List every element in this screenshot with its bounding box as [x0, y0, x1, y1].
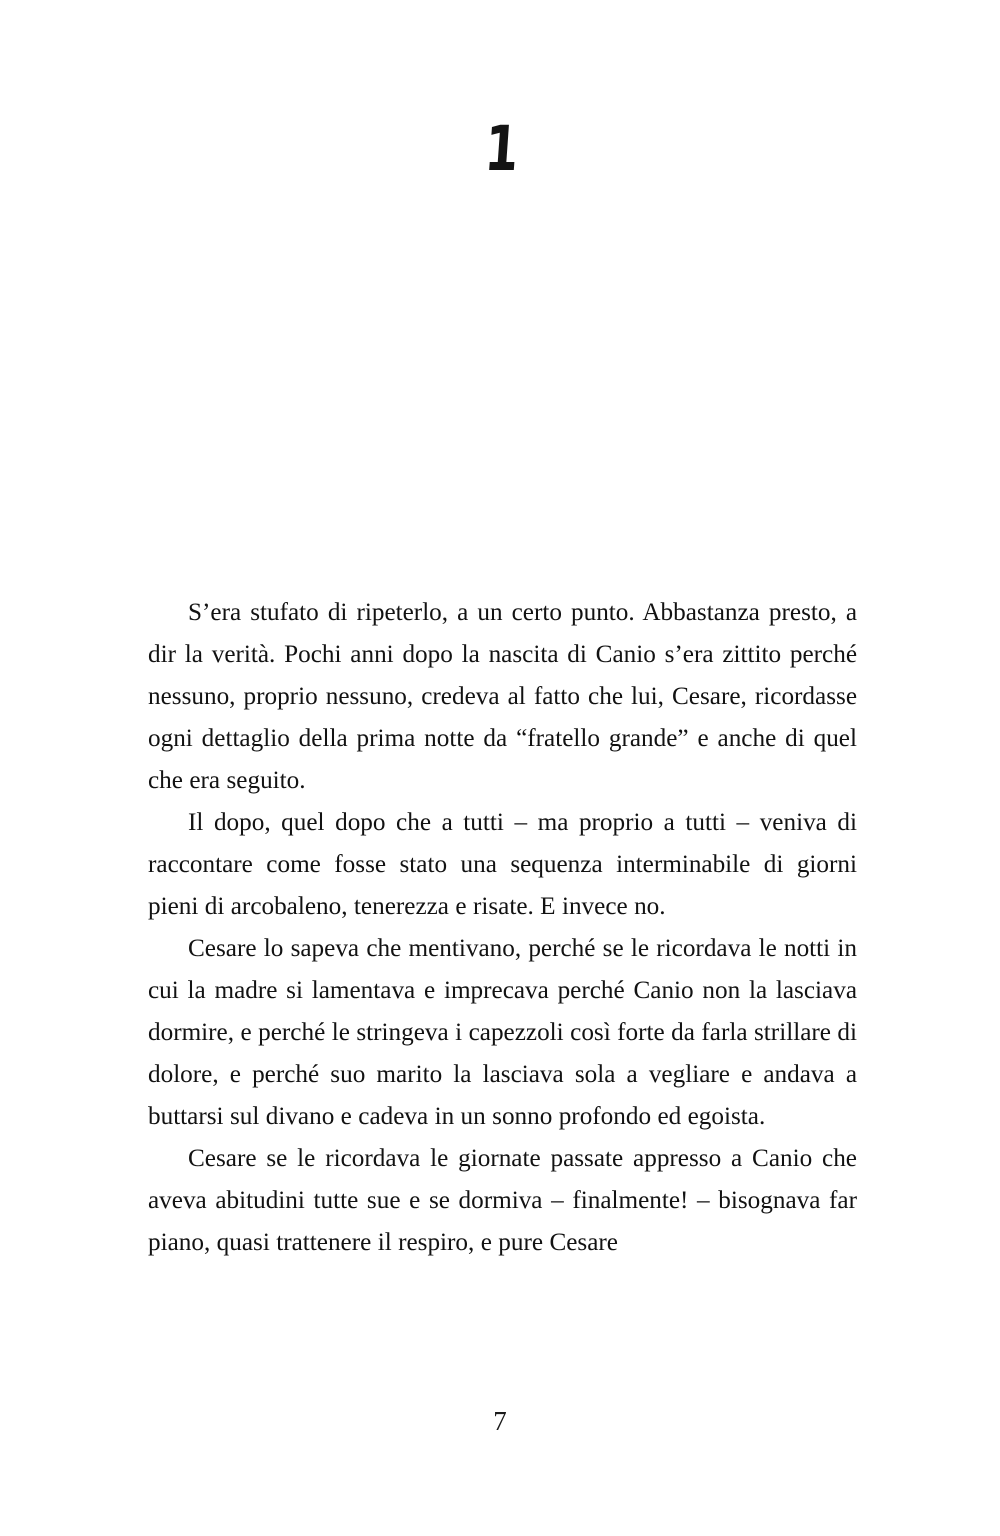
chapter-number: 1	[482, 112, 522, 185]
paragraph-1: S’era stufato di ripeterlo, a un certo punto. Abbastanza presto, a dir la verità. Pochi anni dopo la nascita di Canio s’era zittito perché nessuno, proprio nessuno, credeva al fatto che lui, Cesare, ricordasse ogni dettaglio della prima notte da “fratello grande” e anche di quel che era seguito.	[148, 599, 857, 794]
body-text-block	[148, 592, 857, 1264]
page-number: 7	[493, 1406, 507, 1436]
paragraph-2: Il dopo, quel dopo che a tutti – ma proprio a tutti – veniva di raccontare come fosse stato una sequenza interminabile di giorni pieni di arcobaleno, tenerezza e risate. E invece no.	[148, 809, 857, 920]
chapter-heading	[0, 112, 1000, 185]
paragraph-4: Cesare se le ricordava le giornate passate appresso a Canio che aveva abitudini tutte sue e se dormiva – finalmente! – bisognava far piano, quasi trattenere il respiro, e pure Cesare	[148, 1145, 857, 1256]
page-footer	[0, 1408, 1000, 1435]
paragraph-3: Cesare lo sapeva che mentivano, perché se le ricordava le notti in cui la madre si lamentava e imprecava perché Canio non la lasciava dormire, e perché le stringeva i capezzoli così forte da farla strillare di dolore, e perché suo marito la lasciava sola a vegliare e andava a buttarsi sul divano e cadeva in un sonno profondo ed egoista.	[148, 935, 857, 1130]
